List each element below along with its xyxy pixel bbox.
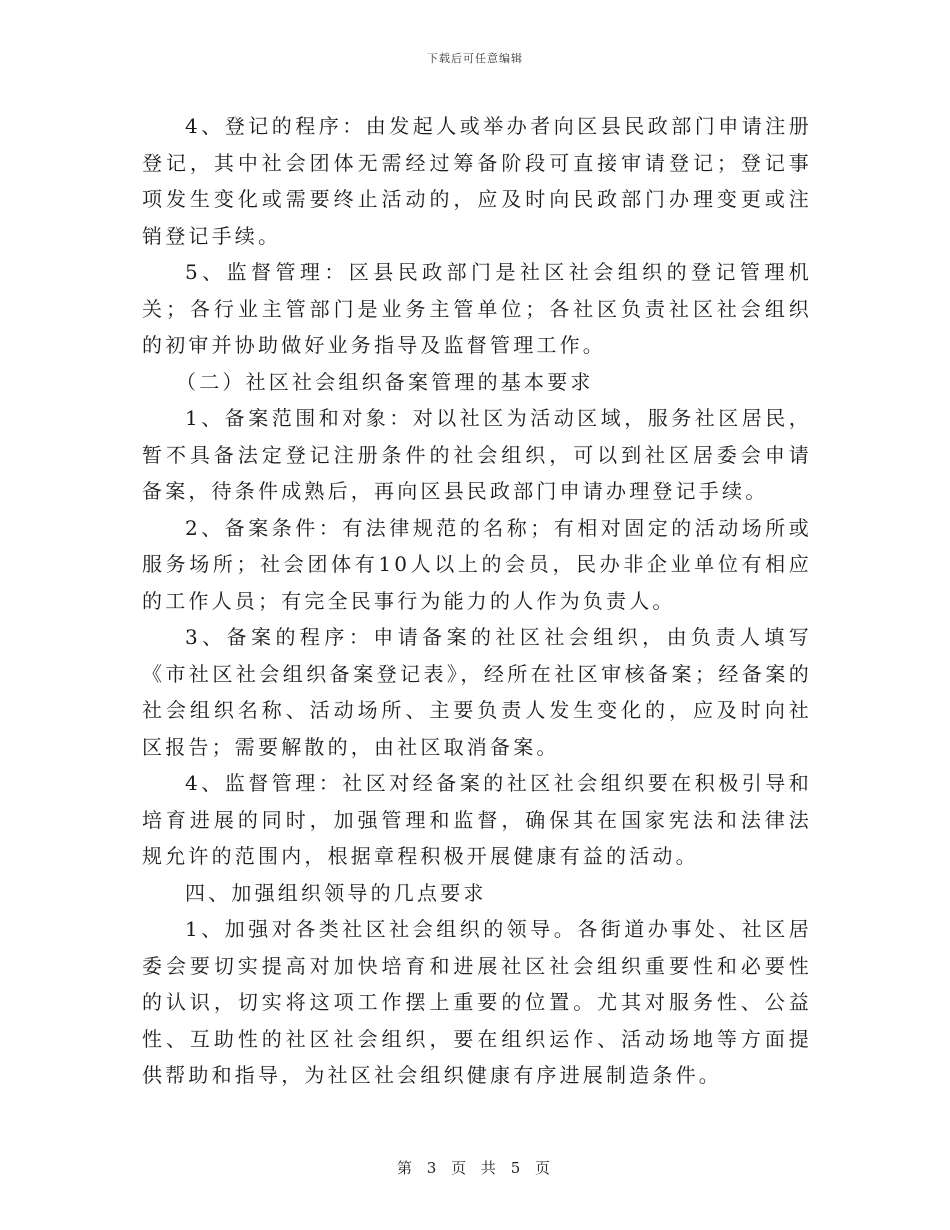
document-body: [142, 108, 812, 1094]
section-heading-filing-requirements: （二）社区社会组织备案管理的基本要求: [176, 369, 594, 394]
footer-total-label: 共: [480, 1159, 499, 1177]
paragraph-filing-scope: 1、备案范围和对象：对以社区为活动区域，服务社区居民，暂不具备法定登记注册条件的社会组织，可以到社区居委会申请备案，待条件成熟后，再向区县民政部门申请办理登记手续。: [142, 406, 812, 503]
page-header-note: 下载后可任意编辑: [427, 52, 523, 65]
footer-total-unit: 页: [535, 1159, 554, 1177]
paragraph-filing-supervision: 4、监督管理：社区对经备案的社区社会组织要在积极引导和培育进展的同时，加强管理和监督，确保其在国家宪法和法律法规允许的范围内，根据章程积极开展健康有益的活动。: [142, 771, 812, 868]
paragraph-filing-conditions: 2、备案条件：有法律规范的名称；有相对固定的活动场所或服务场所；社会团体有10人以上的会员，民办非企业单位有相应的工作人员；有完全民事行为能力的人作为负责人。: [142, 515, 812, 613]
paragraph-registration-procedure: 4、登记的程序：由发起人或举办者向区县民政部门申请注册登记，其中社会团体无需经过筹备阶段可直接审请登记；登记事项发生变化或需要终止活动的，应及时向民政部门办理变更或注销登记手续。: [142, 114, 812, 248]
footer-page-unit: 页: [451, 1159, 470, 1177]
paragraph-supervision-registration: 5、监督管理：区县民政部门是社区社会组织的登记管理机关；各行业主管部门是业务主管单位；各社区负责社区社会组织的初审并协助做好业务指导及监督管理工作。: [142, 260, 812, 357]
section-heading-leadership: 四、加强组织领导的几点要求: [185, 880, 487, 905]
footer-page-label: 第: [396, 1159, 415, 1177]
paragraph-strengthen-leadership: 1、加强对各类社区社会组织的领导。各街道办事处、社区居委会要切实提高对加快培育和进展社区社会组织重要性和必要性的认识，切实将这项工作摆上重要的位置。尤其对服务性、公益性、互助性的社区社会组织，要在组织运作、活动场地等方面提供帮助和指导，为社区社会组织健康有序进展制造条件。: [142, 917, 812, 1087]
footer-current-page: 3: [426, 1159, 440, 1177]
footer-total-pages: 5: [510, 1159, 524, 1177]
paragraph-filing-procedure: 3、备案的程序：申请备案的社区社会组织，由负责人填写《市社区社会组织备案登记表》，经所在社区审核备案；经备案的社会组织名称、活动场所、主要负责人发生变化的，应及时向社区报告；需要解散的，由社区取消备案。: [142, 625, 812, 759]
page-footer: [0, 1157, 950, 1178]
